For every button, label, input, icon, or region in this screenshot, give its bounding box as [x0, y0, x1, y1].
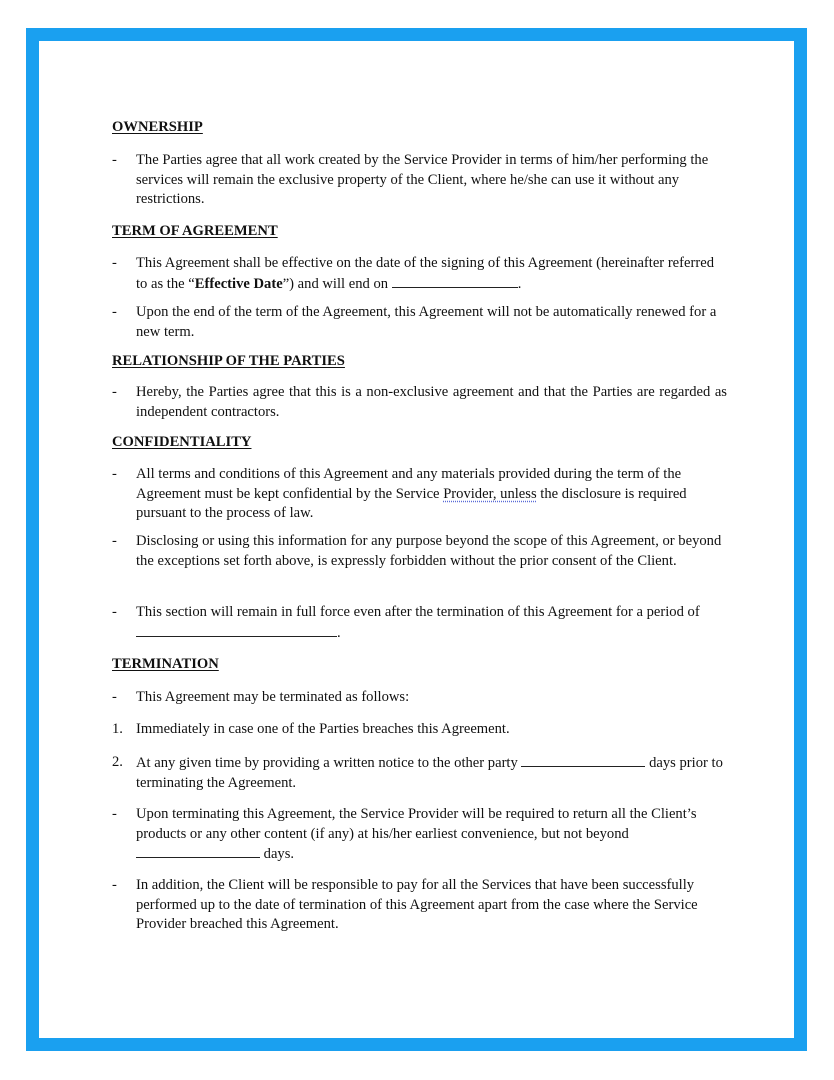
list-marker: - — [112, 152, 117, 168]
list-item-confidentiality-2 — [112, 532, 727, 571]
list-marker: - — [112, 384, 117, 400]
notice-days-blank-field[interactable] — [521, 753, 645, 767]
paragraph-text: Hereby, the Parties agree that this is a non-exclusive agreement and that the Parties are regarded as independent contractors. — [136, 384, 727, 420]
text-segment: days prior to terminating the Agreement. — [136, 755, 723, 791]
text-segment: At any given time by providing a written notice to the other party — [136, 755, 518, 771]
list-item-termination-4 — [112, 805, 727, 865]
list-item-confidentiality-3 — [112, 603, 727, 643]
effective-date-term: Effective Date — [194, 275, 283, 292]
paragraph-text — [136, 805, 727, 865]
paragraph-text: Immediately in case one of the Parties breaches this Agreement. — [136, 721, 510, 737]
list-marker: - — [112, 304, 117, 320]
list-item-ownership-1 — [112, 151, 727, 210]
heading-ownership: OWNERSHIP — [112, 119, 203, 135]
paragraph-text — [136, 465, 727, 524]
list-marker: - — [112, 689, 117, 705]
list-item-relationship-1 — [112, 383, 727, 422]
list-marker: - — [112, 255, 117, 271]
paragraph-text: The Parties agree that all work created by the Service Provider in terms of him/her performing the services will remain the exclusive property of the Client, where he/she can use it without any restrictions. — [136, 152, 709, 207]
heading-confidentiality: CONFIDENTIALITY — [112, 434, 252, 450]
heading-termination: TERMINATION — [112, 656, 219, 672]
period-blank-field[interactable] — [136, 623, 337, 637]
paragraph-text: Upon the end of the term of the Agreement, this Agreement will not be automatically renewed for a new term. — [136, 304, 717, 340]
text-segment: All terms and conditions of this Agreement and any materials provided during the term of the Agreement must be kept confidential by the Service — [136, 466, 682, 502]
heading-term-of-agreement: TERM OF AGREEMENT — [112, 223, 278, 239]
text-segment: the disclosure is required pursuant to the process of law. — [136, 485, 687, 521]
list-item-termination-2 — [112, 720, 727, 740]
paragraph-text: Disclosing or using this information for any purpose beyond the scope of this Agreement, or beyond the exceptions set forth above, is expressly forbidden without the prior consent of the Client. — [136, 533, 722, 569]
list-marker: - — [112, 806, 117, 822]
paragraph-text: This Agreement may be terminated as follows: — [136, 689, 410, 705]
text-segment: . — [517, 275, 522, 292]
list-item-confidentiality-1 — [112, 465, 727, 524]
heading-relationship: RELATIONSHIP OF THE PARTIES — [112, 353, 345, 369]
text-segment: . — [337, 624, 341, 641]
list-marker: - — [112, 533, 117, 549]
list-item-term-1 — [112, 254, 727, 294]
list-marker: - — [112, 877, 117, 893]
text-segment: days. — [263, 846, 295, 862]
return-days-blank-field[interactable] — [136, 844, 260, 858]
list-item-termination-5 — [112, 876, 727, 935]
text-segment: Upon terminating this Agreement, the Service Provider will be required to return all the Client’s products or any other content (if any) at his/her earliest convenience, but not beyond — [136, 806, 697, 842]
paragraph-text — [136, 254, 727, 294]
text-segment: This Agreement shall be effective on the date of the signing of this Agreement (hereinafter referred to as the “ — [136, 255, 714, 292]
text-segment: ”) and will end on — [282, 275, 389, 292]
list-item-termination-3 — [112, 753, 727, 793]
paragraph-text — [136, 753, 727, 793]
text-segment: This section will remain in full force even after the termination of this Agreement for a period of — [136, 604, 700, 620]
list-item-term-2 — [112, 303, 727, 342]
list-marker: 2. — [112, 754, 123, 770]
paragraph-text — [136, 603, 727, 643]
list-item-termination-1 — [112, 688, 727, 708]
list-marker: - — [112, 604, 117, 620]
list-marker: 1. — [112, 721, 123, 737]
paragraph-text: In addition, the Client will be responsible to pay for all the Services that have been successfully performed up to the date of termination of this Agreement apart from the case where the Service Provider breached this Agreement. — [136, 877, 698, 932]
end-date-blank-field[interactable] — [392, 274, 518, 288]
grammar-flagged-text[interactable]: Provider, unless — [443, 485, 537, 502]
list-marker: - — [112, 466, 117, 482]
